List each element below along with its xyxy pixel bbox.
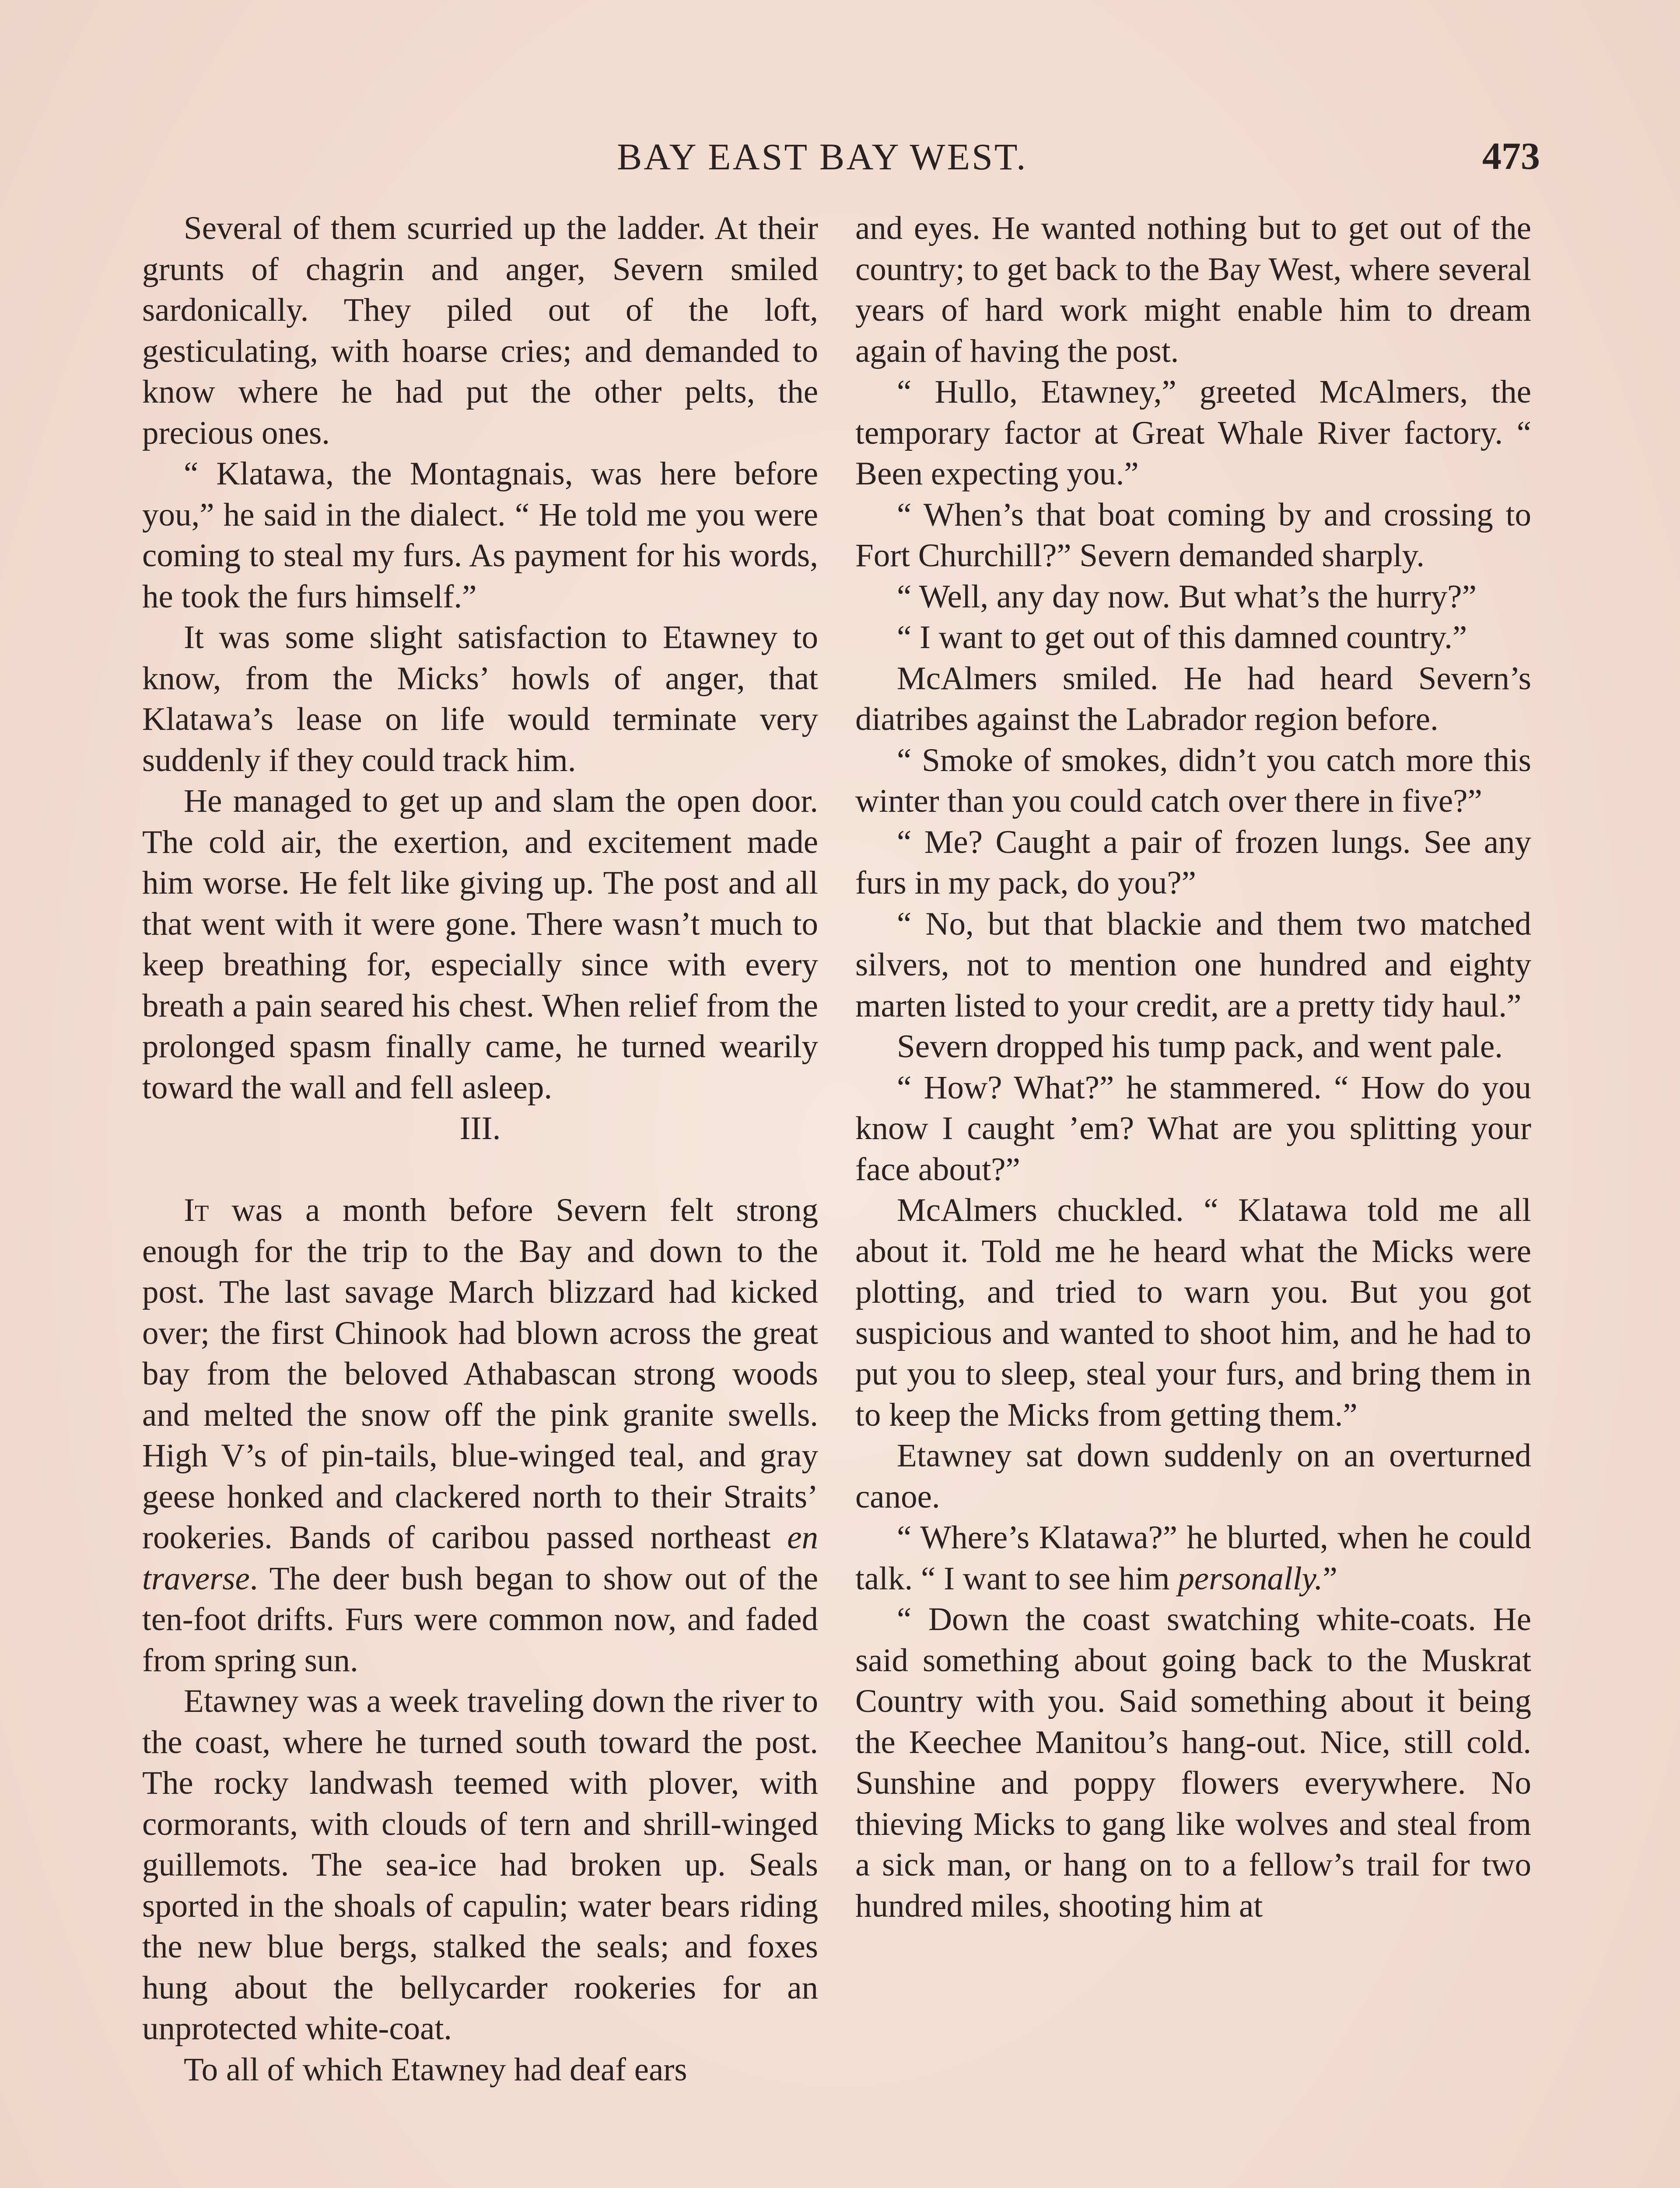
- paragraph: It was some slight satisfaction to Etawney to know, from the Micks’ howls of anger, that Klatawa’s lease on life would terminate very suddenly if they could track him.: [142, 619, 818, 778]
- paragraph: He managed to get up and slam the open door. The cold air, the exertion, and excitement made him worse. He felt like giving up. The post and all that went with it were gone. There wasn’t much to keep breathing for, especially since with every breath a pain seared his chest. When relief from the prolonged spasm finally came, he turned wearily toward the wall and fell asleep.: [142, 783, 818, 1106]
- paragraph-text: “ Where’s Klatawa?” he blurted, when he could talk. “ I want to see him: [855, 1519, 1531, 1597]
- section-heading: III.: [459, 1110, 501, 1147]
- paragraph: “ No, but that blackie and them two matched silvers, not to mention one hundred and eighty marten listed to your credit, are a pretty tidy haul.”: [855, 905, 1531, 1024]
- left-column: [142, 208, 818, 2090]
- paragraph: “ When’s that boat coming by and crossing to Fort Churchill?” Severn demanded sharply.: [855, 496, 1531, 574]
- right-column: [855, 208, 1531, 1926]
- paragraph: “ Down the coast swatching white-coats. He said something about going back to the Muskrat Country with you. Said something about it being the Keechee Manitou’s hang-out. Nice, still cold. Sunshine and poppy flowers everywhere. No thieving Micks to gang like wolves and steal from a sick man, or hang on to a fellow’s trail for two hundred miles, shooting him at: [855, 1601, 1531, 1924]
- paragraph: “ Well, any day now. But what’s the hurry?”: [897, 578, 1477, 615]
- paragraph: Etawney was a week traveling down the river to the coast, where he turned south toward the post. The rocky landwash teemed with plover, with cormorants, with clouds of tern and shrill-winged guillemots. The sea-ice had broken up. Seals sported in the shoals of capulin; water bears riding the new blue bergs, stalked the seals; and foxes hung about the bellycarder rookeries for an unprotected white-coat.: [142, 1683, 818, 2047]
- italic-phrase: personally.: [1178, 1560, 1323, 1597]
- paragraph: To all of which Etawney had deaf ears: [184, 2051, 687, 2088]
- paragraph: Etawney sat down suddenly on an overturned canoe.: [855, 1438, 1531, 1515]
- paragraph: “ I want to get out of this damned country.”: [897, 619, 1467, 656]
- running-title: BAY EAST BAY WEST.: [617, 136, 1028, 178]
- paragraph: “ Klatawa, the Montagnais, was here before you,” he said in the dialect. “ He told me you were coming to steal my furs. As payment for his words, he took the furs himself.”: [142, 456, 818, 615]
- paragraph-text: ”: [1323, 1560, 1337, 1597]
- paragraph: “ Me? Caught a pair of frozen lungs. See any furs in my pack, do you?”: [855, 824, 1531, 901]
- paragraph: Severn dropped his tump pack, and went pale.: [897, 1028, 1503, 1065]
- paragraph: [142, 1190, 818, 1681]
- drop-word: It: [184, 1192, 209, 1228]
- page-number: 473: [1482, 135, 1540, 178]
- paragraph: “ How? What?” he stammered. “ How do you know I caught ’em? What are you splitting your face about?”: [855, 1069, 1531, 1188]
- paragraph-text: was a month before Severn felt strong enough for the trip to the Bay and down to the post. The last savage March blizzard had kicked over; the first Chinook had blown across the great bay from the beloved Athabascan strong woods and melted the snow off the pink granite swells. High V’s of pin-tails, blue-winged teal, and gray geese honked and clackered north to their Straits’ rookeries. Bands of caribou passed northeast: [142, 1192, 818, 1556]
- paragraph-continued: and eyes. He wanted nothing but to get out of the country; to get back to the Bay West, where several years of hard work might enable him to dream again of having the post.: [855, 210, 1531, 369]
- paragraph: McAlmers smiled. He had heard Severn’s diatribes against the Labrador region before.: [855, 660, 1531, 737]
- paragraph: “ Smoke of smokes, didn’t you catch more this winter than you could catch over there in five?”: [855, 742, 1531, 819]
- paragraph: “ Hullo, Etawney,” greeted McAlmers, the temporary factor at Great Whale River factory. “ Been expecting you.”: [855, 374, 1531, 492]
- italic-phrase: en traverse: [142, 1519, 818, 1597]
- paragraph: McAlmers chuckled. “ Klatawa told me all about it. Told me he heard what the Micks were plotting, and tried to warn you. But you got suspicious and wanted to shoot him, and he had to put you to sleep, steal your furs, and bring them in to keep the Micks from getting them.”: [855, 1192, 1531, 1433]
- paragraph: [855, 1517, 1531, 1599]
- paragraph-text: . The deer bush began to show out of the ten-foot drifts. Furs were common now, and faded from spring sun.: [142, 1560, 818, 1679]
- paragraph: Several of them scurried up the ladder. At their grunts of chagrin and anger, Severn smiled sardonically. They piled out of the loft, gesticulating, with hoarse cries; and demanded to know where he had put the other pelts, the precious ones.: [142, 210, 818, 451]
